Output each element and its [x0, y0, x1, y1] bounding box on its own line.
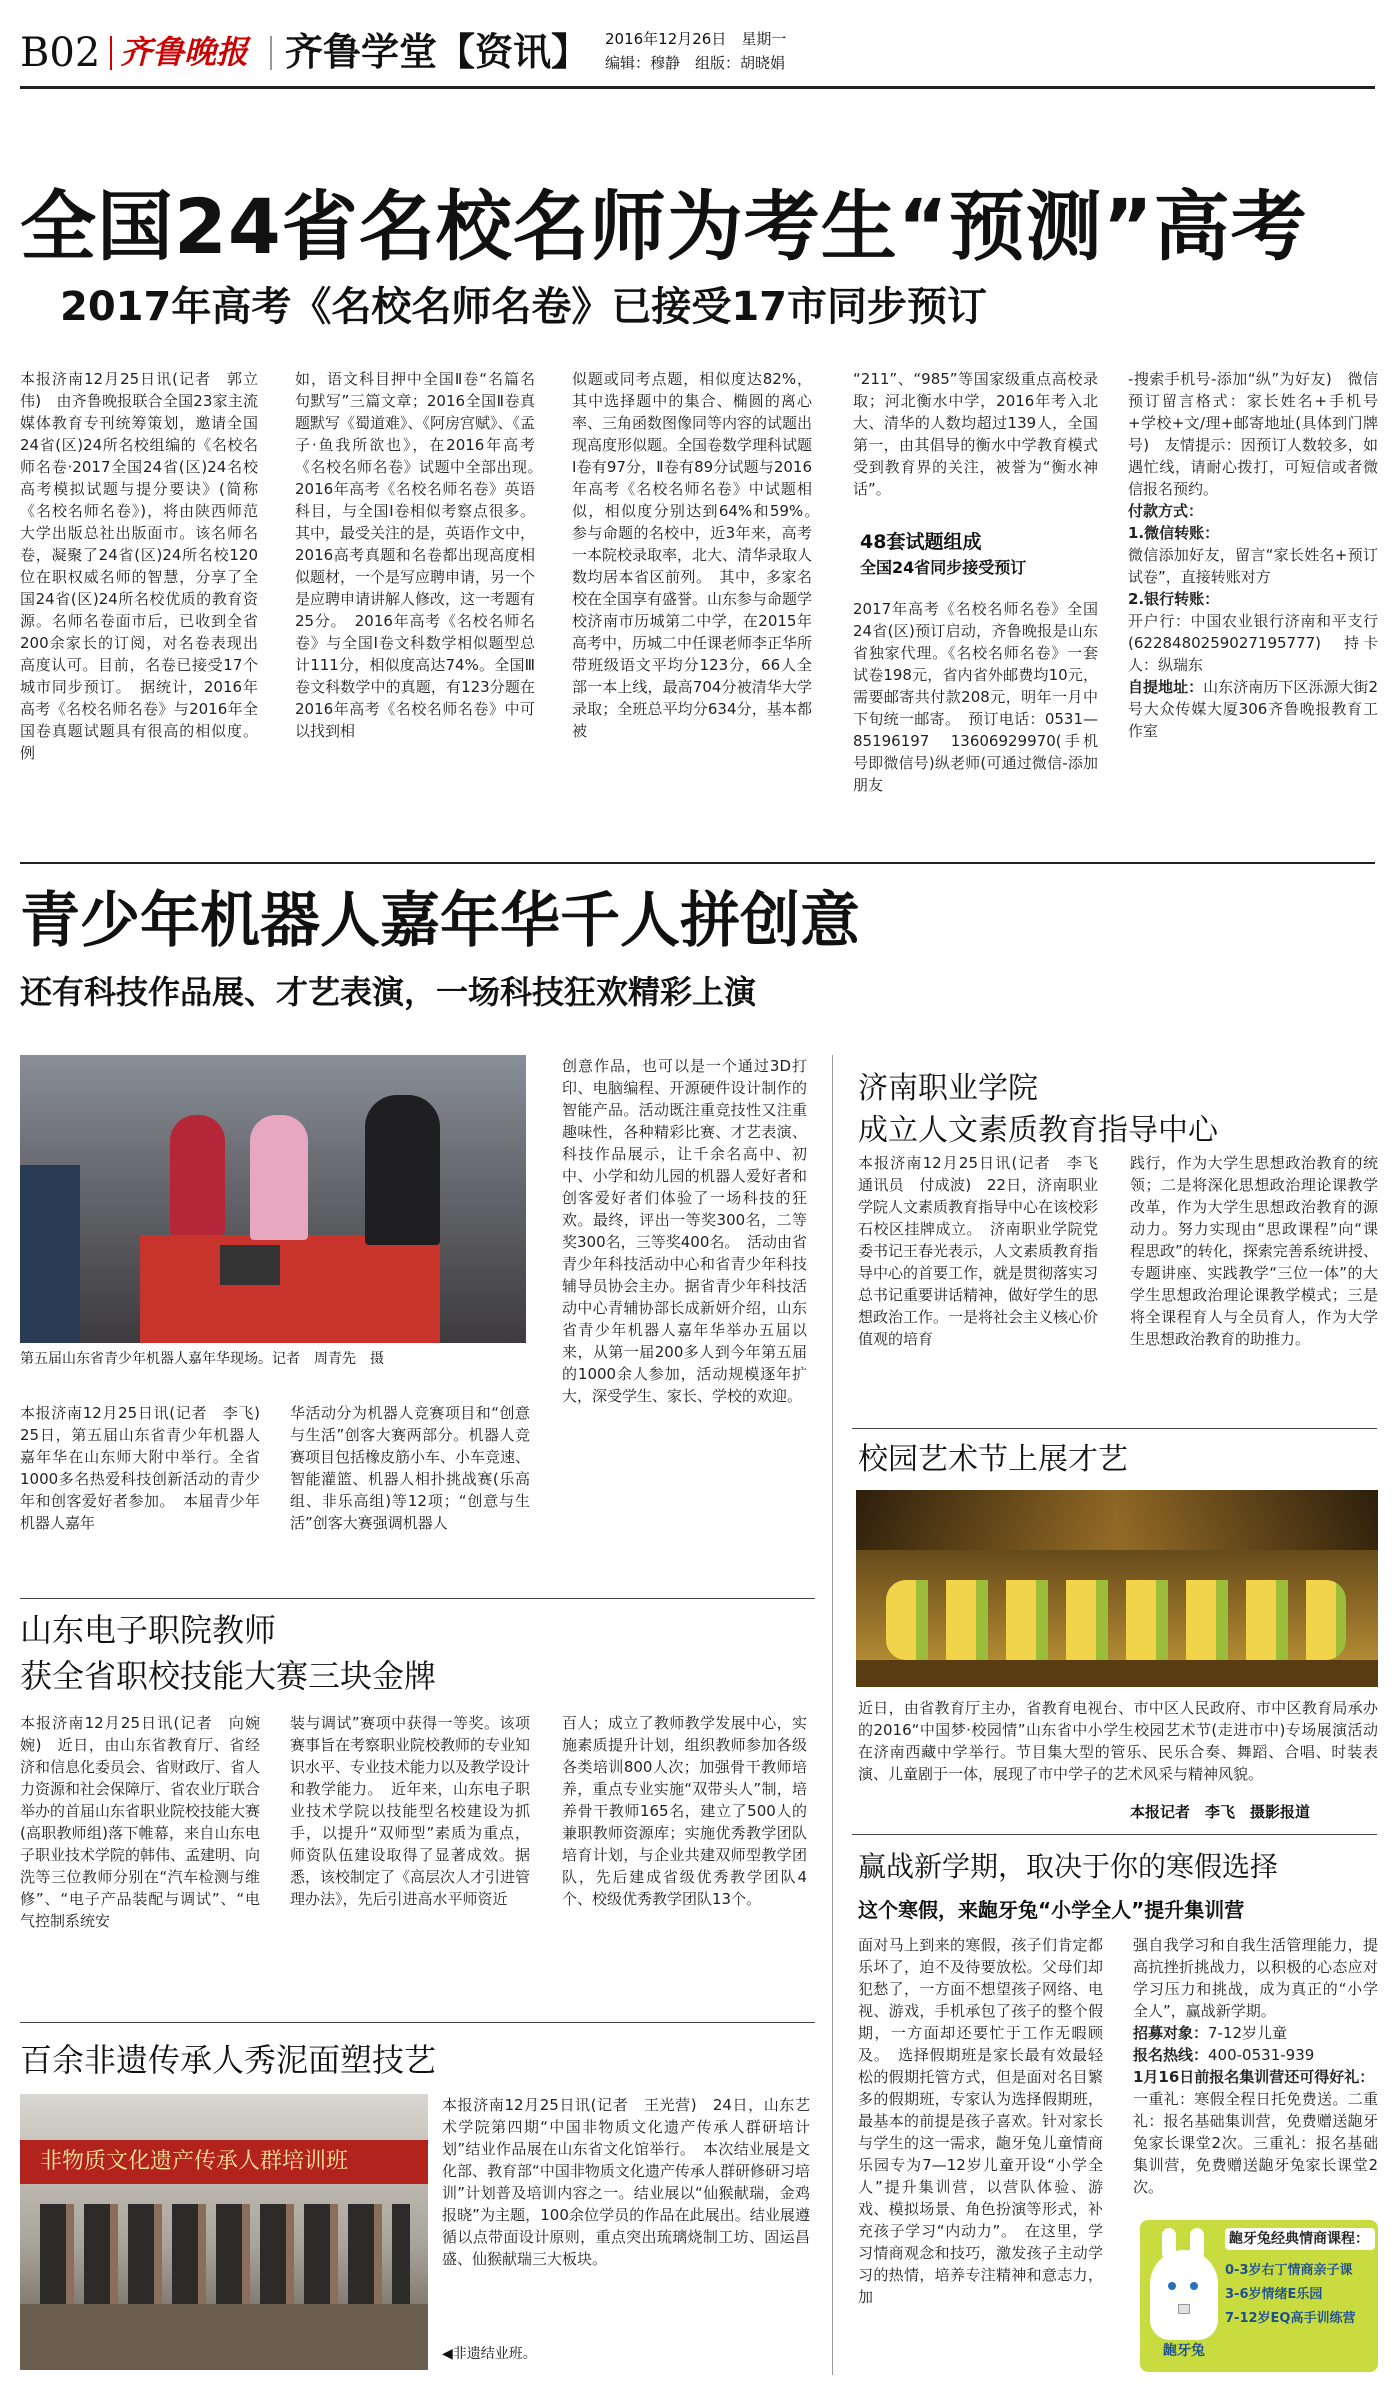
- article1-rule: [20, 862, 1375, 864]
- article5-col3: 百人；成立了教师教学发展中心，实施素质提升计划，组织教师参加各级各类培训800人次；加强骨干教师培养，重点专业实施“双带头人”制，培养骨干教师165名，建立了500人的兼职教师资源库；实施优秀教学团队培育计划，与企业共建双师型教学团队，先后建成省级优秀教学团队4个、校级优秀教学团队13个。: [562, 1714, 807, 1908]
- article3-title2: 成立人文素质教育指导中心: [858, 1113, 1218, 1148]
- stage-lights: [856, 1490, 1378, 1550]
- header-divider2: [270, 36, 272, 70]
- article1-subhead2: 全国24省同步接受预订: [860, 558, 1027, 577]
- rabbit-ear-left: [1162, 2228, 1176, 2260]
- header-rule: [20, 86, 1375, 89]
- article5-rule: [20, 2022, 815, 2023]
- camp-ad-item-1: 0-3岁右丁情商亲子课: [1225, 2263, 1353, 2278]
- article4-rule: [852, 1834, 1377, 1835]
- recruit-text: 7-12岁儿童: [1208, 2024, 1288, 2042]
- article2-col3: 创意作品，也可以是一个通过3D打印、电脑编程、开源硬件设计制作的智能产品。活动既注重竞技性又注重趣味性，各种精彩比赛、才艺表演、科技作品展示，让千余名高中、初中、小学和幼儿园的机器人爱好者和创客爱好者们体验了一场科技的狂欢。最终，评出一等奖300名，二等奖300名，三等奖400名。 活动由省青少年科技活动中心和省青少年科技辅导员协会主办。据省青少年科技活动中心青辅协部长成新妍介绍，山东省青少年机器人嘉年华举办五届以来，从第一届200多人到今年第五届的1000余人参加，活动规模逐年扩大，深受学生、家长、学校的欢迎。: [562, 1057, 807, 1405]
- rabbit-ear-right: [1190, 2228, 1204, 2260]
- pay-title: 付款方式：: [1128, 502, 1204, 520]
- photo-table: [140, 1235, 440, 1343]
- article1-col4b: 2017年高考《名校名师名卷》全国24省(区)预订启动，齐鲁晚报是山东省独家代理。《名校名师名卷》一套试卷198元，省内省外邮费均10元，需要邮寄共付款208元，明年一月中下旬统一邮寄。 预订电话：0531—85196197 13606929970(手机号即微信号)纵老师(可通过微信-添加朋友: [853, 600, 1098, 794]
- header-date: 2016年12月26日 星期一: [605, 30, 787, 48]
- article6-col2: [1133, 1934, 1378, 2212]
- article1-col1: 本报济南12月25日讯(记者 郭立伟) 由齐鲁晚报联合全国23家主流媒体教育专刊统筹策划，邀请全国24省(区)24所名校组编的《名校名师名卷·2017全国24省(区)24名校高考模拟试题与提分要诀》(简称《名校名师名卷》)，将由陕西师范大学出版总社出版面市。该名师名卷，凝聚了24省(区)24所名校120位在职权威名师的智慧，分享了全国24省(区)24所名校优质的教育资源。名师名卷面市后，已收到全省200余家长的订阅，对名卷表现出高度认可。目前，名卷已接受17个城市同步预订。 据统计，2016年高考《名校名师名卷》与2016年全国卷真题试题具有很高的相似度。例: [20, 370, 258, 762]
- article2-rule: [20, 1598, 815, 1599]
- article2-subtitle: 还有科技作品展、才艺表演，一场科技狂欢精彩上演: [20, 973, 757, 1011]
- article1-subhead: 48套试题组成: [860, 531, 982, 553]
- paper-logo: 齐鲁晚报: [120, 33, 249, 71]
- gift-text: 一重礼：寒假全程日托免费送。二重礼：报名基础集训营，免费赠送龅牙兔家长课堂2次。三重礼：报名基础集训营，免费赠送龅牙兔家长课堂2次。: [1133, 2090, 1378, 2196]
- camp-ad-title: 龅牙兔经典情商课程：: [1225, 2228, 1375, 2250]
- article4-title: 校园艺术节上展才艺: [858, 1442, 1128, 1477]
- camp-ad: [1140, 2220, 1378, 2372]
- pickup-text: 山东济南历下区泺源大街2号大众传媒大厦306齐鲁晚报教育工作室: [1128, 678, 1378, 740]
- robot-photo-caption: 第五届山东省青少年机器人嘉年华现场。记者 周青先 摄: [20, 1351, 384, 1367]
- article6-col1: 面对马上到来的寒假，孩子们肯定都乐坏了，迫不及待要放松。父母们却犯愁了，一方面不想望孩子网络、电视、游戏，手机承包了孩子的整个假期，一方面却还要忙于工作无暇顾及。 选择假期班是家长最有效最轻松的假期托管方式，但是面对名目繁多的假期班，专家认为选择假期班，最基本的前提是孩子喜欢。针对家长与学生的这一需求，龅牙兔儿童情商乐园专为7—12岁儿童开设“小学全人”提升集训营，以营队体验、游戏、模拟场景、角色扮演等形式，补充孩子学习“内动力”。 在这里，学习情商观念和技巧，激发孩子主动学习的热情，培养专注精神和意志力，加: [858, 1936, 1103, 2306]
- article6-subtitle: 这个寒假，来龅牙兔“小学全人”提升集训营: [858, 1898, 1245, 1922]
- stage-floor: [856, 1660, 1378, 1687]
- photo-person: [365, 1095, 440, 1245]
- camp-ad-brand: 龅牙兔: [1163, 2343, 1205, 2359]
- article1-col4a: “211”、“985”等国家级重点高校录取；河北衡水中学，2016年考入北大、清华的人数均超过139人，全国第一，由其倡导的衡水中学教育模式受到教育界的关注，被誉为“衡水神话”。: [853, 370, 1098, 498]
- gift-head: 1月16日前报名集训营还可得好礼：: [1133, 2068, 1375, 2086]
- article4-credit: 本报记者 李飞 摄影报道: [1130, 1803, 1311, 1821]
- page-number: B02: [20, 30, 101, 76]
- article5-title2: 获全省职校技能大赛三块金牌: [20, 1657, 437, 1695]
- article5-title1: 山东电子职院教师: [20, 1611, 277, 1649]
- article7-text: 本报济南12月25日讯(记者 王光营) 24日，山东艺术学院第四期“中国非物质文化遗产传承人群研培计划”结业作品展在山东省文化馆举行。 本次结业展是文化部、教育部“中国非物质文化遗产传承人群研修研习培训”计划普及培训内容之一。结业展以“仙猴献瑞，金鸡报晓”为主题，100余位学员的作品在此展出。结业展遵循以点带面设计原则，重点突出琉璃烧制工坊、固运昌盛、仙猴献瑞三大板块。: [442, 2096, 810, 2268]
- camp-ad-item-2: 3-6岁情绪E乐园: [1225, 2287, 1323, 2302]
- article2-col1: 本报济南12月25日讯(记者 李飞) 25日，第五届山东省青少年机器人嘉年华在山东师大附中举行。全省1000多名热爱科技创新活动的青少年和创客爱好者参加。 本届青少年机器人嘉年: [20, 1404, 276, 1532]
- article3-col2: 践行，作为大学生思想政治教育的统领；二是将深化思想政治理论课教学改革，作为大学生思想政治教育的源动力。努力实现由“思政课程”向“课程思政”的转化，探索完善系统讲授、专题讲座、实践教学“三位一体”的大学生思想政治理论课教学模式；三是将全课程育人与全员育人，作为大学生思想政治教育的助推力。: [1130, 1154, 1378, 1348]
- header-editors: 编辑：穆静 组版：胡晓娟: [605, 54, 786, 72]
- column-divider: [832, 1055, 833, 2375]
- article4-text: 近日，由省教育厅主办，省教育电视台、市中区人民政府、市中区教育局承办的2016“中国梦·校园情”山东省中小学生校园艺术节(走进市中)专场展演活动在济南西藏中学举行。节目集大型的管乐、民乐合奏、舞蹈、合唱、时装表演、儿童剧于一体，展现了市中学子的艺术风采与精神风貌。: [858, 1699, 1378, 1783]
- pay-bank-text: 开户行：中国农业银行济南和平支行(6228480259027195777) 持卡人：纵瑞东: [1128, 612, 1378, 674]
- article7-title: 百余非遗传承人秀泥面塑技艺: [20, 2041, 437, 2079]
- heritage-table: [20, 2304, 428, 2370]
- article2-col2: 华活动分为机器人竞赛项目和“创意与生活”创客大赛两部分。机器人竞赛项目包括橡皮筋小车、小车竞速、智能灌篮、机器人相扑挑战赛(乐高组、非乐高组)等12项；“创意与生活”创客大赛强调机器人: [290, 1404, 531, 1532]
- photo-girl1: [170, 1115, 225, 1235]
- heritage-banner: 非物质文化遗产传承人群培训班: [20, 2140, 428, 2184]
- article1-col3: 似题或同考点题，相似度达82%，其中选择题中的集合、椭圆的离心率、三角函数图像同等内容的试题出现高度形似题。全国卷数学理科试题Ⅰ卷有97分，Ⅱ卷有89分试题与2016年高考《名校名师名卷》中试题相似，相似度分别达到64%和59%。 参与命题的名校中，近3年来，高考一本院校录取率，北大、清华录取人数均居本省区前列。 其中，多家名校在全国享有盛誉。山东参与命题学校济南市历城第二中学，在2015年高考中，历城二中任课老师李正华所带班级语文平均分123分，66人全部一本上线，最高704分被清华大学录取；全班总平均分634分，基本都被: [572, 370, 828, 740]
- article1-col2: 如，语文科目押中全国Ⅱ卷“名篇名句默写”三篇文章；2016全国Ⅱ卷真题默写《蜀道难》、《阿房宫赋》、《孟子·鱼我所欲也》，在2016年高考《名校名师名卷》试题中全部出现。 2016年高考《名校名师名卷》英语科目，与全国Ⅰ卷相似考察点很多。其中，最受关注的是，英语作文中，2016高考真题和名卷都出现高度相似题材，一个是写应聘申请，另一个是应聘申请讲解人修改，这一考题有25分。 2016年高考《名校名师名卷》与全国Ⅰ卷文科数学相似题型总计111分，相似度高达74%。全国Ⅲ卷文科数学中的真题，有123分题在2016年高考《名校名师名卷》中可以找到相: [295, 370, 551, 740]
- photo-girl2: [250, 1115, 308, 1240]
- pay-wechat-label: 1.微信转账：: [1128, 524, 1220, 542]
- photo-robot: [220, 1245, 280, 1285]
- article3-title1: 济南职业学院: [858, 1071, 1038, 1106]
- article7-caption: ◀非遗结业班。: [442, 2346, 537, 2362]
- pay-bank-label: 2.银行转账：: [1128, 590, 1220, 608]
- recruit-label: 招募对象：: [1133, 2024, 1209, 2042]
- art-festival-photo: [856, 1490, 1378, 1687]
- article1-title: 全国24省名校名师为考生“预测”高考: [20, 182, 1308, 271]
- rabbit-eye-left: [1168, 2282, 1176, 2290]
- article3-col1: 本报济南12月25日讯(记者 李飞 通讯员 付成波) 22日，济南职业学院人文素质教育指导中心在该校彩石校区挂牌成立。 济南职业学院党委书记王春光表示，人文素质教育指导中心的首要工作，就是贯彻落实习总书记重要讲话精神，做好学生的思想政治工作。一是将社会主义核心价值观的培育: [858, 1154, 1114, 1348]
- article5-col2: 装与调试”赛项中获得一等奖。该项赛事旨在考察职业院校教师的专业知识水平、专业技术能力以及教学设计和教学能力。 近年来，山东电子职业技术学院以技能型名校建设为抓手，以提升“双师型”素质为重点，师资队伍建设取得了显著成效。据悉，该校制定了《高层次人才引进管理办法》，先后引进高水平师资近: [290, 1714, 531, 1908]
- pay-wechat-text: 微信添加好友，留言“家长姓名+预订试卷”，直接转账对方: [1128, 546, 1378, 586]
- dancers: [886, 1580, 1346, 1660]
- article3-rule: [852, 1428, 1377, 1429]
- article1-subtitle: 2017年高考《名校名师名卷》已接受17市同步预订: [60, 284, 987, 330]
- section-tag: 【资讯】: [437, 30, 590, 74]
- heritage-photo: [20, 2094, 428, 2370]
- robot-photo: [20, 1055, 526, 1343]
- section-name: 齐鲁学堂: [285, 30, 438, 74]
- camp-ad-item-3: 7-12岁EQ高手训练营: [1225, 2311, 1356, 2326]
- header-divider: [110, 36, 112, 70]
- pickup-label: 自提地址：: [1128, 678, 1204, 696]
- article6-col2-text: 强自我学习和自我生活管理能力，提高抗挫折挑战力，以积极的心态应对学习压力和挑战，成为真正的“小学全人”，赢战新学期。: [1133, 1936, 1378, 2020]
- rabbit-logo: [1150, 2250, 1218, 2340]
- phone-text: 400-0531-939: [1208, 2046, 1315, 2064]
- rabbit-eye-right: [1190, 2282, 1198, 2290]
- article5-col1: 本报济南12月25日讯(记者 向婉婉) 近日，由山东省教育厅、省经济和信息化委员会、省财政厅、省人力资源和社会保障厅、省农业厅联合举办的首届山东省职业院校技能大赛(高职教师组)落下帷幕，来自山东电子职业技术学院的韩伟、孟建明、向洗等三位教师分别在“汽车检测与维修”、“电子产品装配与调试”、“电气控制系统安: [20, 1714, 261, 1930]
- section-title: [285, 28, 589, 76]
- rabbit-teeth: [1178, 2304, 1190, 2314]
- article1-col5: [1128, 368, 1378, 838]
- article6-title: 赢战新学期，取决于你的寒假选择: [858, 1850, 1279, 1883]
- phone-label: 报名热线：: [1133, 2046, 1209, 2064]
- heritage-people: [40, 2204, 410, 2304]
- article1-col5-text: -搜索手机号-添加“纵”为好友) 微信预订留言格式：家长姓名+手机号+学校+文/理+邮寄地址(具体到门牌号) 友情提示：因预订人数较多，如遇忙线，请耐心拨打，可短信或者微信报名预约。: [1128, 370, 1378, 498]
- photo-left-person: [20, 1165, 80, 1343]
- article2-title: 青少年机器人嘉年华千人拼创意: [20, 886, 860, 956]
